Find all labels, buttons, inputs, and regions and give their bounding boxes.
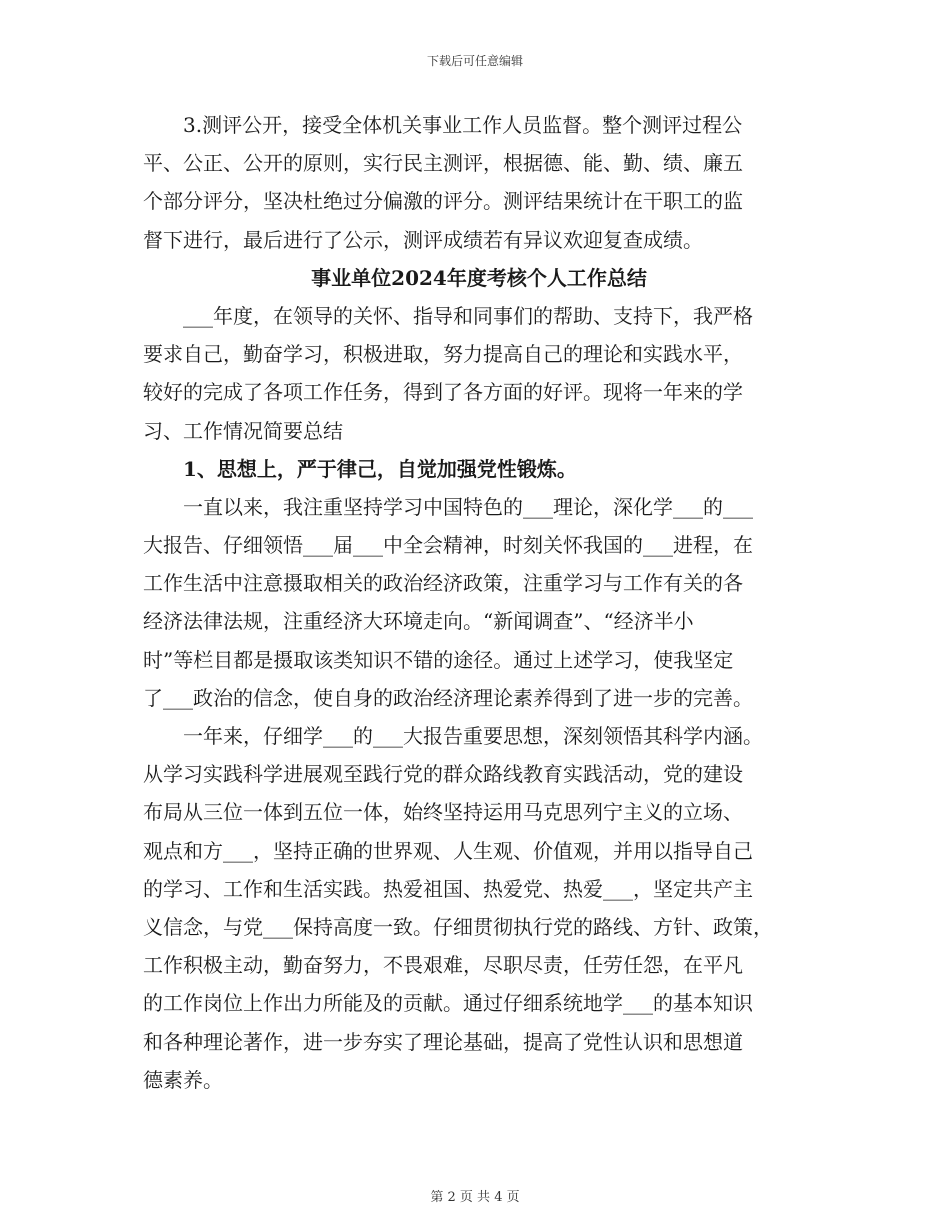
paragraph-line: 从学习实践科学进展观至践行党的群众路线教育实践活动，党的建设	[143, 762, 743, 787]
paragraph-line: 义信念，与党___保持高度一致。仔细贯彻执行党的路线、方针、政策，	[143, 914, 773, 939]
paragraph-line: 了___政治的信念，使自身的政治经济理论素养得到了进一步的完善。	[143, 685, 753, 710]
paragraph-line: 工作生活中注意摄取相关的政治经济政策，注重学习与工作有关的各	[143, 571, 743, 596]
paragraph-line: 个部分评分，坚决杜绝过分偏激的评分。测评结果统计在干职工的监	[143, 189, 743, 214]
paragraph-line: 3.测评公开，接受全体机关事业工作人员监督。整个测评过程公	[183, 113, 743, 137]
paragraph-line: 德素养。	[143, 1067, 223, 1092]
paragraph-line: 平、公正、公开的原则，实行民主测评，根据德、能、勤、绩、廉五	[143, 151, 743, 176]
paragraph-line: 督下进行，最后进行了公示，测评成绩若有异议欢迎复查成绩。	[143, 227, 703, 252]
paragraph-line: 较好的完成了各项工作任务，得到了各方面的好评。现将一年来的学	[143, 380, 743, 405]
page-header-note: 下载后可任意编辑	[426, 54, 523, 68]
paragraph-line: 布局从三位一体到五位一体，始终坚持运用马克思列宁主义的立场、	[143, 800, 743, 825]
paragraph-line: 的学习、工作和生活实践。热爱祖国、热爱党、热爱___，坚定共产主	[143, 876, 753, 901]
paragraph-line: 大报告、仔细领悟___届___中全会精神，时刻关怀我国的___进程，在	[143, 533, 753, 558]
paragraph-line: 时”等栏目都是摄取该类知识不错的途径。通过上述学习，使我坚定	[143, 647, 734, 672]
paragraph-line: 一年来，仔细学___的___大报告重要思想，深刻领悟其科学内涵。	[183, 724, 763, 748]
paragraph-line: 的工作岗位上作出力所能及的贡献。通过仔细系统地学___的基本知识	[143, 991, 753, 1016]
paragraph-line: 经济法律法规，注重经济大环境走向。“新闻调查”、“经济半小	[143, 609, 694, 634]
document-title: 事业单位2024年度考核个人工作总结	[311, 265, 647, 290]
page-footer-number: 第 2 页 共 4 页	[430, 1190, 520, 1205]
paragraph-line: 习、工作情况简要总结	[143, 418, 343, 443]
paragraph-line: 和各种理论著作，进一步夯实了理论基础，提高了党性认识和思想道	[143, 1029, 743, 1054]
section-heading: 1、思想上，严于律己，自觉加强党性锻炼。	[183, 456, 577, 481]
paragraph-line: ___年度，在领导的关怀、指导和同事们的帮助、支持下，我严格	[183, 303, 753, 328]
paragraph-line: 一直以来，我注重坚持学习中国特色的___理论，深化学___的___	[183, 494, 753, 519]
paragraph-line: 要求自己，勤奋学习，积极进取，努力提高自己的理论和实践水平，	[143, 342, 743, 367]
document-body	[143, 106, 811, 1099]
paragraph-line: 工作积极主动，勤奋努力，不畏艰难，尽职尽责，任劳任怨，在平凡	[143, 953, 743, 978]
paragraph-line: 观点和方___，坚持正确的世界观、人生观、价值观，并用以指导自己	[143, 838, 753, 863]
